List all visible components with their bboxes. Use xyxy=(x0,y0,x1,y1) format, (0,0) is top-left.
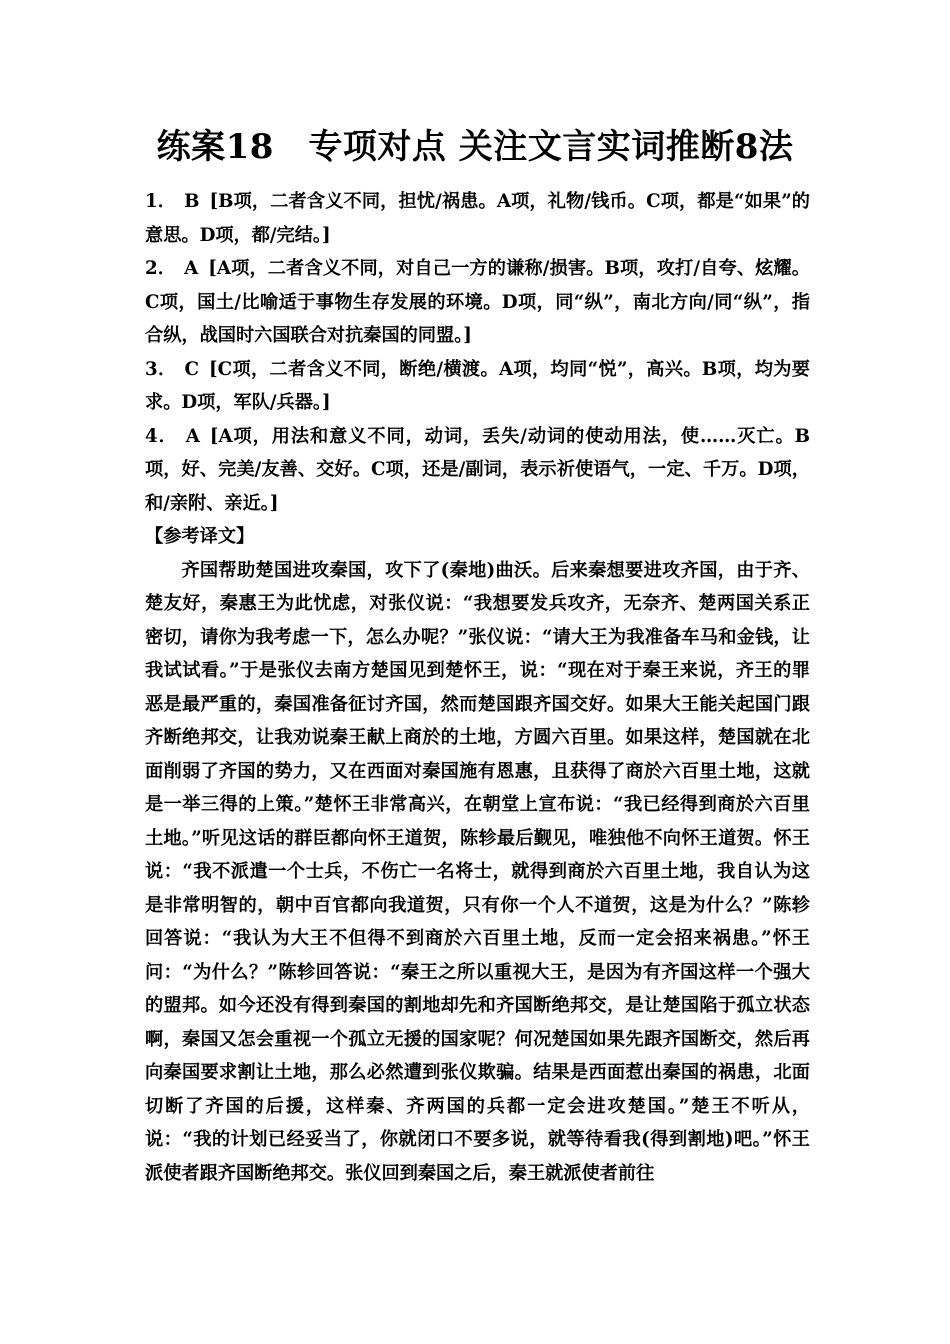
answer-number: 3． xyxy=(145,358,177,380)
answer-key: A xyxy=(184,258,199,279)
answer-explanation: [A项，二者含义不同，对自己一方的谦称/损害。B项，攻打/自夸、炫耀。C项，国土/比喻适于事物生存发展的环境。D项，同“纵”，南北方向/同“纵”，指合纵，战国时六国联合对抗秦国的同盟。] xyxy=(145,258,810,346)
translation-paragraph: 齐国帮助楚国进攻秦国，攻下了(秦地)曲沃。后来秦想要进攻齐国，由于齐、楚友好，秦惠王为此忧虑，对张仪说：“我想要发兵攻齐，无奈齐、楚两国关系正密切，请你为我考虑一下，怎么办呢？”张仪说：“请大王为我准备车马和金钱，让我试试看。”于是张仪去南方楚国见到楚怀王，说：“现在对于秦王来说，齐王的罪恶是最严重的，秦国准备征讨齐国，然而楚国跟齐国交好。如果大王能关起国门跟齐断绝邦交，让我劝说秦王献上商於的土地，方圆六百里。如果这样，楚国就在北面削弱了齐国的势力，又在西面对秦国施有恩惠，且获得了商於六百里土地，这就是一举三得的上策。”楚怀王非常高兴，在朝堂上宣布说：“我已经得到商於六百里土地。”听见这话的群臣都向怀王道贺，陈轸最后觐见，唯独他不向怀王道贺。怀王说：“我不派遣一个士兵，不伤亡一名将士，就得到商於六百里土地，我自认为这是非常明智的，朝中百官都向我道贺，只有你一个人不道贺，这是为什么？”陈轸回答说：“我认为大王不但得不到商於六百里土地，反而一定会招来祸患。”怀王问：“为什么？”陈轸回答说：“秦王之所以重视大王，是因为有齐国这样一个强大的盟邦。如今还没有得到秦国的割地却先和齐国断绝邦交，是让楚国陷于孤立状态啊，秦国又怎会重视一个孤立无援的国家呢？何况楚国如果先跟齐国断交，然后再向秦国要求割让土地，那么必然遭到张仪欺骗。结果是西面惹出秦国的祸患，北面切断了齐国的后援，这样秦、齐两国的兵都一定会进攻楚国。”楚王不听从，说：“我的计划已经妥当了，你就闭口不要多说，就等待看我(得到割地)吧。”怀王派使者跟齐国断绝邦交。张仪回到秦国之后，秦王就派使者前往 xyxy=(145,559,810,1184)
answer-number: 4． xyxy=(145,425,178,447)
answer-explanation: [C项，二者含义不同，断绝/横渡。A项，均同“悦”，高兴。B项，均为要求。D项，军队/兵器。] xyxy=(145,358,810,413)
answer-explanation: [A项，用法和意义不同，动词，丢失/动词的使动用法，使……灭亡。B项，好、完美/友善、交好。C项，还是/副词，表示祈使语气，一定、千万。D项，和/亲附、亲近。] xyxy=(145,425,811,514)
answer-item-2 xyxy=(145,252,810,353)
answer-number: 2． xyxy=(145,258,177,279)
answer-item-1 xyxy=(145,185,810,252)
answer-key: A xyxy=(185,425,200,447)
translation-heading: 【参考译文】 xyxy=(145,526,255,547)
answer-number: 1． xyxy=(145,191,177,212)
answer-key: B xyxy=(184,191,200,212)
answer-key: C xyxy=(184,358,200,380)
answer-item-3 xyxy=(145,353,810,420)
answer-item-4 xyxy=(145,420,810,521)
document-body xyxy=(145,185,810,1190)
answer-explanation: [B项，二者含义不同，担忧/祸患。A项，礼物/钱币。C项，都是“如果”的意思。D项，都/完结。] xyxy=(145,191,810,246)
page-title: 练案18 专项对点 关注文言实词推断8法 xyxy=(156,127,794,167)
